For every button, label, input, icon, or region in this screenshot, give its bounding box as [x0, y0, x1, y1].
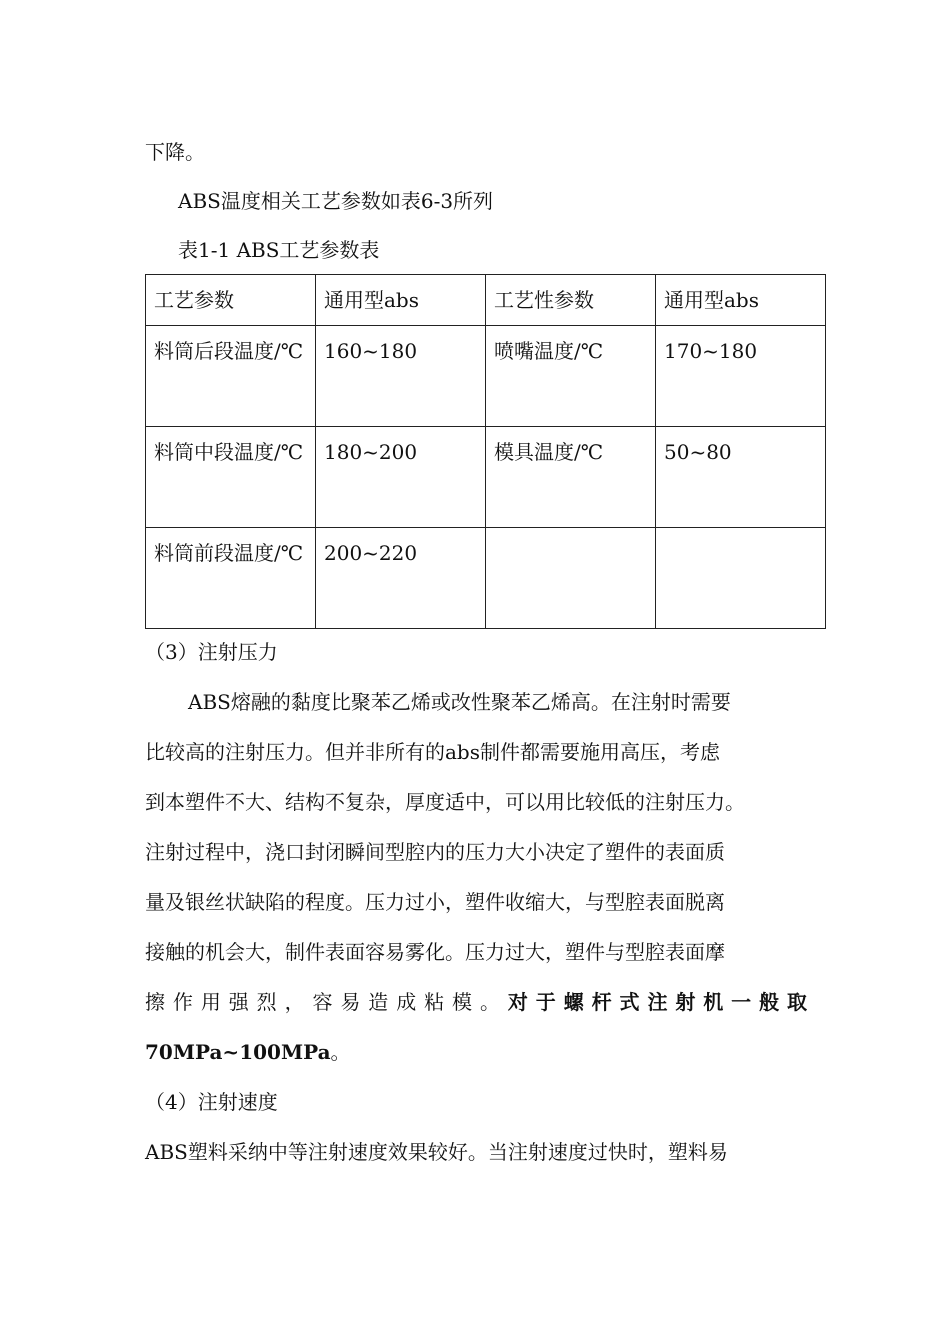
- table-cell: [656, 528, 826, 629]
- paragraph-line: 注射过程中，浇口封闭瞬间型腔内的压力大小决定了塑件的表面质: [145, 840, 725, 864]
- table-header-cell: 通用型abs: [656, 275, 826, 326]
- paragraph-text: 。: [330, 1040, 351, 1064]
- paragraph-text: 擦作用强烈，容易造成粘模。: [145, 990, 508, 1014]
- paragraph-table-intro: ABS温度相关工艺参数如表6-3所列: [178, 189, 494, 213]
- paragraph-line: 到本塑件不大、结构不复杂，厚度适中，可以用比较低的注射压力。: [145, 790, 745, 814]
- bold-emphasis-text: 对于螺杆式注射机一般取: [507, 990, 808, 1014]
- table-cell: 50~80: [656, 427, 826, 528]
- section-heading-injection-speed: （4）注射速度: [145, 1090, 278, 1114]
- bold-emphasis-text: 70MPa~100MPa: [145, 1040, 331, 1064]
- table-cell: 料筒后段温度/℃: [146, 326, 316, 427]
- table-cell: 喷嘴温度/℃: [486, 326, 656, 427]
- table-cell: 160~180: [316, 326, 486, 427]
- paragraph-line: [145, 1038, 351, 1066]
- paragraph-line: ABS熔融的黏度比聚苯乙烯或改性聚苯乙烯高。在注射时需要: [188, 690, 731, 714]
- table-cell: 170~180: [656, 326, 826, 427]
- table-cell: 200~220: [316, 528, 486, 629]
- table-header-row: [146, 275, 826, 326]
- table-row: [146, 326, 826, 427]
- table-row: [146, 427, 826, 528]
- table-header-cell: 通用型abs: [316, 275, 486, 326]
- table-cell: 料筒前段温度/℃: [146, 528, 316, 629]
- paragraph-line: 量及银丝状缺陷的程度。压力过小，塑件收缩大，与型腔表面脱离: [145, 890, 725, 914]
- table-cell: 模具温度/℃: [486, 427, 656, 528]
- paragraph-line: 比较高的注射压力。但并非所有的abs制件都需要施用高压，考虑: [145, 740, 720, 764]
- table-caption: 表1-1 ABS工艺参数表: [178, 238, 380, 262]
- table-row: [146, 528, 826, 629]
- paragraph-line: ABS塑料采纳中等注射速度效果较好。当注射速度过快时，塑料易: [145, 1140, 728, 1164]
- table-header-cell: 工艺性参数: [486, 275, 656, 326]
- section-heading-injection-pressure: （3）注射压力: [145, 640, 278, 664]
- paragraph-line: 接触的机会大，制件表面容易雾化。压力过大，塑件与型腔表面摩: [145, 940, 725, 964]
- process-parameter-table: [145, 274, 826, 629]
- table-cell: 180~200: [316, 427, 486, 528]
- table-header-cell: 工艺参数: [146, 275, 316, 326]
- table-cell: 料筒中段温度/℃: [146, 427, 316, 528]
- paragraph-continuation: 下降。: [145, 140, 205, 164]
- paragraph-line: [145, 988, 807, 1016]
- table-cell: [486, 528, 656, 629]
